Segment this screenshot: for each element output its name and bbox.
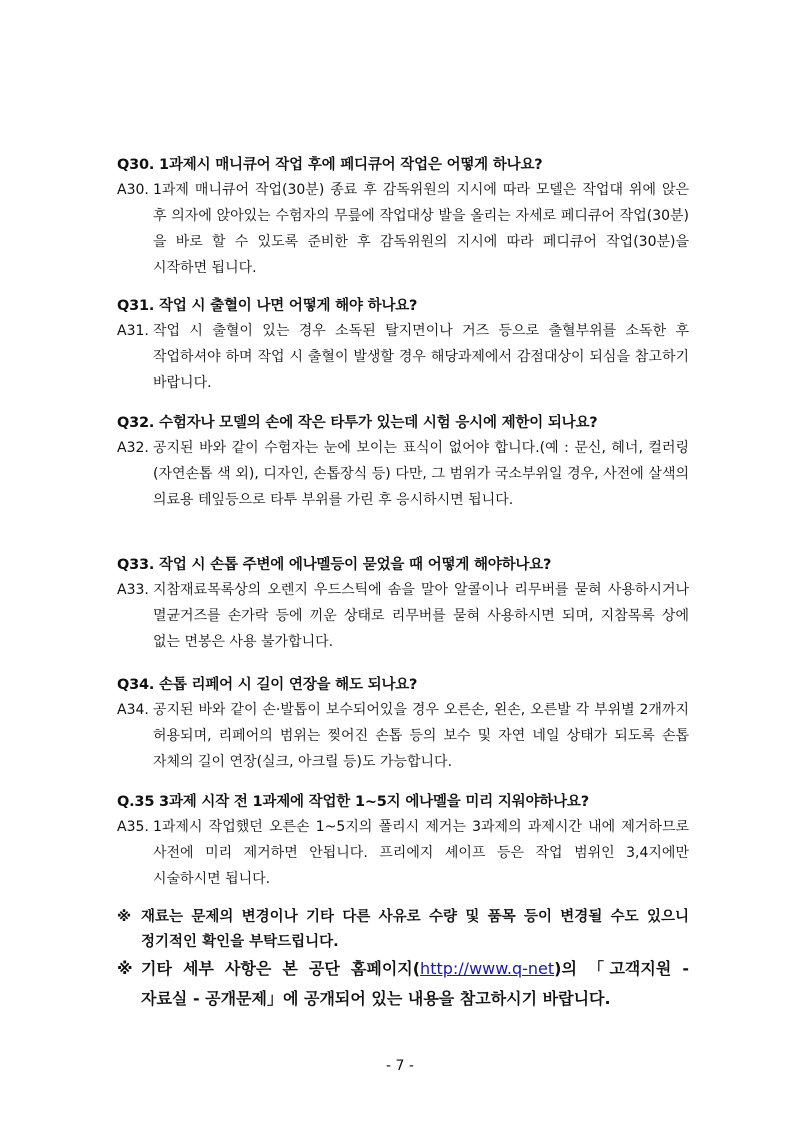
answer-33 — [117, 577, 689, 655]
answer-35 — [117, 814, 689, 892]
question-31: Q31. 작업 시 출혈이 나면 어떻게 해야 하나요? — [117, 298, 418, 314]
answer-text-34: 공지된 바와 같이 손·발톱이 보수되어있을 경우 오른손, 왼손, 오른발 각 부위별 2개까지 허용되며, 리페어의 범위는 찢어진 손톱 등의 보수 및 자연 네일 상태가 되도록 손톱 자체의 길이 연장(실크, 아크릴 등)도 가능합니다. — [153, 702, 689, 770]
question-35: Q.35 3과제 시작 전 1과제에 작업한 1~5지 에나멜을 미리 지워야하나요? — [117, 794, 589, 810]
note-materials-text: 재료는 문제의 변경이나 기타 다른 사유로 수량 및 품목 등이 변경될 수도 있으니 정기적인 확인을 부탁드립니다. — [141, 909, 689, 950]
qa-item-33 — [117, 553, 689, 655]
qa-item-34 — [117, 673, 689, 775]
note-reference-mark-icon: ※ — [117, 909, 132, 925]
qa-item-32 — [117, 411, 689, 513]
answer-text-31: 작업 시 출혈이 있는 경우 소독된 탈지면이나 거즈 등으로 출혈부위를 소독한 후 작업하셔야 하며 작업 시 출혈이 발생할 경우 해당과제에서 감점대상이 되심을 참고하기 바랍니다. — [153, 323, 689, 391]
question-34: Q34. 손톱 리페어 시 길이 연장을 해도 되나요? — [117, 677, 418, 693]
answer-text-33: 지참재료목록상의 오렌지 우드스틱에 솜을 말아 알콜이나 리무버를 묻혀 사용하시거나 멸균거즈를 손가락 등에 끼운 상태로 리무버를 묻혀 사용하시면 되며, 지참목록 상에 없는 면봉은 사용 불가합니다. — [153, 582, 689, 650]
answer-label-31: A31. — [117, 323, 149, 339]
homepage-link[interactable]: http://www.q-net — [420, 959, 555, 978]
answer-34 — [117, 697, 689, 775]
answer-label-33: A33. — [117, 582, 149, 598]
note-further-details-text — [141, 954, 689, 1014]
note-text-after-link: )의 「고객지원 - 자료실 - 공개문제」에 공개되어 있는 내용을 참고하시기 바랍니다. — [141, 959, 689, 1008]
answer-text-30: 1과제 매니큐어 작업(30분) 종료 후 감독위원의 지시에 따라 모델은 작업대 위에 앉은 후 의자에 앉아있는 수험자의 무릎에 작업대상 발을 올리는 자세로 페디큐어 작업(30분)을 바로 할 수 있도록 준비한 후 감독위원의 지시에 따라 페디큐어 작업(30분)을 시작하면 됩니다. — [153, 182, 689, 276]
qa-item-35 — [117, 790, 689, 892]
question-30: Q30. 1과제시 매니큐어 작업 후에 페디큐어 작업은 어떻게 하나요? — [117, 157, 543, 173]
note-text-before-link: 기타 세부 사항은 본 공단 홈페이지( — [141, 959, 421, 978]
page-number: - 7 - — [386, 1058, 414, 1074]
answer-label-34: A34. — [117, 702, 149, 718]
note-reference-mark-icon: ※ — [117, 959, 133, 978]
note-materials-change — [117, 905, 689, 955]
note-further-details — [117, 954, 689, 1014]
answer-label-32: A32. — [117, 440, 149, 456]
qa-item-30 — [117, 153, 689, 281]
answer-32 — [117, 435, 689, 513]
question-33: Q33. 작업 시 손톱 주변에 에나멜등이 묻었을 때 어떻게 해야하나요? — [117, 557, 552, 573]
qa-item-31 — [117, 294, 689, 396]
answer-label-35: A35. — [117, 819, 149, 835]
answer-label-30: A30. — [117, 182, 149, 198]
answer-31 — [117, 318, 689, 396]
answer-text-35: 1과제시 작업했던 오른손 1~5지의 폴리시 제거는 3과제의 과제시간 내에 제거하므로 사전에 미리 제거하면 안됩니다. 프리에지 셰이프 등은 작업 범위인 3,4지에만 시술하시면 됩니다. — [153, 819, 689, 887]
question-32: Q32. 수험자나 모델의 손에 작은 타투가 있는데 시험 응시에 제한이 되나요? — [117, 415, 598, 431]
answer-text-32: 공지된 바와 같이 수험자는 눈에 보이는 표식이 없어야 합니다.(예 : 문신, 헤너, 컬러링(자연손톱 색 외), 디자인, 손톱장식 등) 다만, 그 범위가 국소부위일 경우, 사전에 살색의 의료용 테잎등으로 타투 부위를 가린 후 응시하시면 됩니다. — [153, 440, 689, 508]
answer-30 — [117, 177, 689, 281]
